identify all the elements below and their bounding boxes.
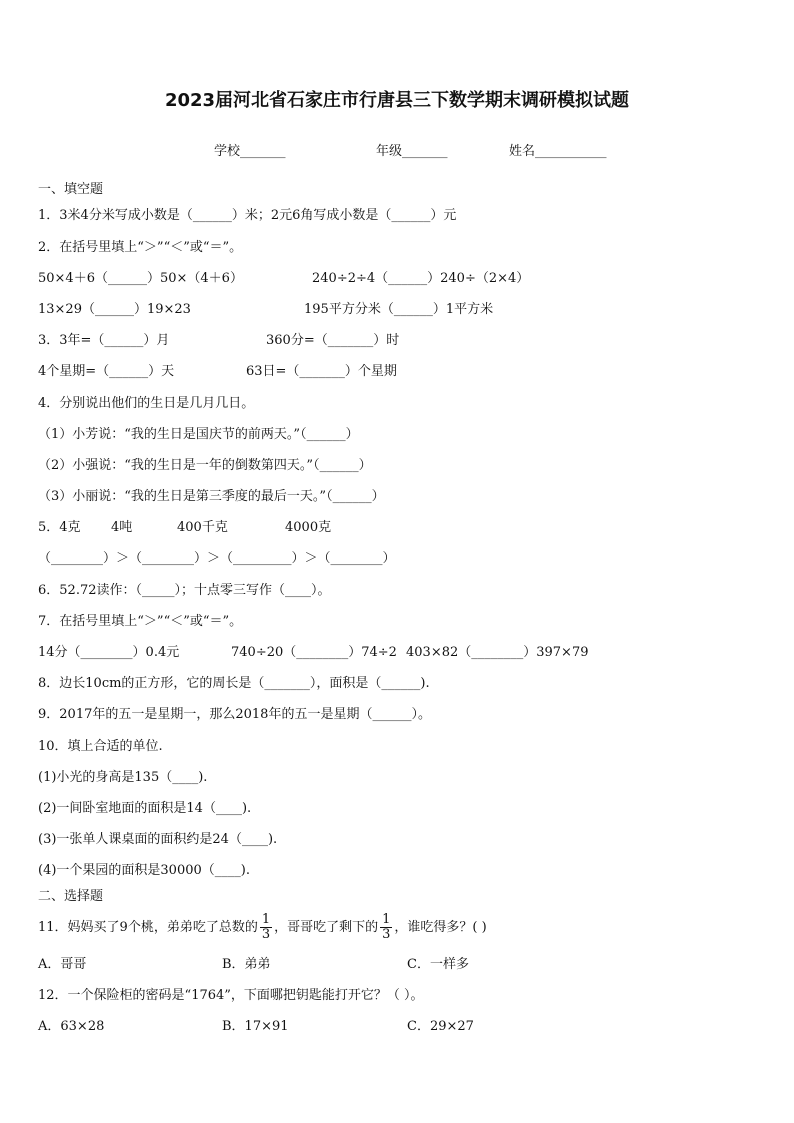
fraction-one-third [260,913,272,942]
school-field: 学校_______ [214,144,286,159]
question-10-3: (3)一张单人课桌面的面积约是24（____). [38,832,278,847]
question-9: 9．2017年的五一是星期一，那么2018年的五一是星期（______）。 [38,707,431,722]
question-11 [38,912,487,944]
question-2b: 240÷2÷4（______）240÷（2×4） [312,271,530,286]
question-5b: 4吨 [111,520,133,535]
question-2d: 195平方分米（______）1平方米 [304,302,494,317]
question-5d: 4000克 [285,520,332,535]
question-5-order: （________）＞（________）＞（_________）＞（________） [38,551,396,566]
question-7c: 403×82（________）397×79 [406,645,589,660]
question-10-4: (4)一个果园的面积是30000（____). [38,863,250,878]
fraction-one-third-2 [380,913,392,942]
grade-field: 年级_______ [376,144,448,159]
question-3c: 4个星期=（______）天 [38,364,175,379]
question-11-option-b[interactable]: B．弟弟 [222,957,271,972]
question-3b: 360分=（_______）时 [266,333,400,348]
question-11-part3: ，谁吃得多？( ) [394,920,487,935]
question-5c: 400千克 [177,520,228,535]
fraction-numerator: 1 [261,912,271,927]
question-4-3: （3）小丽说：“我的生日是第三季度的最后一天。”（______） [38,489,385,504]
question-7: 7．在括号里填上“＞”“＜”或“＝”。 [38,614,243,629]
question-2: 2．在括号里填上“＞”“＜”或“＝”。 [38,240,243,255]
question-2c: 13×29（______）19×23 [38,302,191,317]
question-4: 4．分别说出他们的生日是几月几日。 [38,396,255,411]
question-11-option-a[interactable]: A．哥哥 [38,957,87,972]
section-choice: 二、选择题 [38,889,104,904]
question-7a: 14分（________）0.4元 [38,645,180,660]
question-4-1: （1）小芳说：“我的生日是国庆节的前两天。”（______） [38,427,359,442]
question-3a: 3．3年=（______）月 [38,333,170,348]
question-5a: 5．4克 [38,520,81,535]
question-10-2: (2)一间卧室地面的面积是14（____). [38,801,252,816]
question-2a: 50×4＋6（______）50×（4＋6） [38,271,243,286]
question-12-option-c[interactable]: C．29×27 [407,1019,474,1034]
question-6: 6．52.72读作：（_____）；十点零三写作（____）。 [38,583,331,598]
question-11-part1: 11．妈妈买了9个桃，弟弟吃了总数的 [38,920,258,935]
question-4-2: （2）小强说：“我的生日是一年的倒数第四天。”（______） [38,458,372,473]
section-fill-in: 一、填空题 [38,182,104,197]
question-10: 10．填上合适的单位. [38,739,163,754]
question-10-1: (1)小光的身高是135（____). [38,770,208,785]
question-7b: 740÷20（________）74÷2 [231,645,397,660]
question-12-option-a[interactable]: A．63×28 [38,1019,105,1034]
name-field: 姓名___________ [509,144,607,159]
question-11-part2: ，哥哥吃了剩下的 [274,920,379,935]
fraction-denominator: 3 [382,927,391,942]
question-12-option-b[interactable]: B．17×91 [222,1019,289,1034]
fraction-denominator: 3 [261,927,271,942]
question-8: 8．边长10cm的正方形，它的周长是（_______），面积是（______). [38,676,430,691]
question-3d: 63日=（_______）个星期 [246,364,397,379]
fraction-numerator: 1 [382,912,391,927]
question-1: 1．3米4分米写成小数是（______）米；2元6角写成小数是（______）元 [38,208,457,223]
question-12: 12．一个保险柜的密码是“1764”，下面哪把钥匙能打开它？（ ）。 [38,988,424,1003]
page-title: 2023届河北省石家庄市行唐县三下数学期末调研模拟试题 [164,90,630,111]
question-11-option-c[interactable]: C．一样多 [407,957,469,972]
